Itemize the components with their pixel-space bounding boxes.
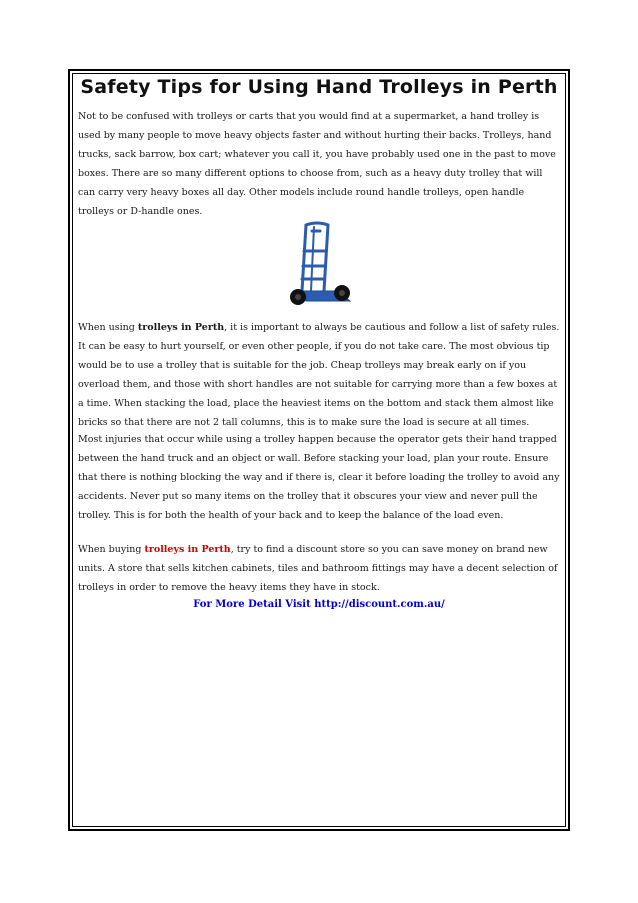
paragraph-intro: Not to be confused with trolleys or carts that you would find at a supermarket, a hand trolley is used by many people to move heavy objects faster and without hurting their backs. Trolleys, hand trucks, sack barrow, box cart; whatever you call it, you have probably used one in the past to move boxes. There are so many different options to choose from, such as a heavy duty trolley that will can carry very heavy boxes all day. Other models include round handle trolleys, open handle trolleys or D-handle ones. (78, 111, 556, 217)
more-detail-line (72, 599, 566, 610)
more-detail-prefix: For More Detail Visit (193, 599, 315, 610)
paragraph-injuries: Most injuries that occur while using a trolley happen because the operator gets their hand trapped between the hand truck and an object or wall. Before stacking your load, plan your route. Ensure that there is nothing blocking the way and if there is, clear it before loading the trolley to avoid any accidents. Never put so many items on the trolley that it obscures your view and never pull the trolley. This is for both the health of your back and to keep the balance of the load even. (78, 434, 560, 521)
text-segment: , try to find a discount store so you can save money on brand new units. A store that sells kitchen cabinets, tiles and bathroom fittings may have a decent selection of trolleys in order to remove the heavy items they have in stock. (78, 544, 558, 593)
hand-trolley-image (278, 221, 360, 311)
text-segment: When using (78, 322, 138, 333)
paragraph-buying (78, 540, 562, 597)
paragraph-safety-rules (78, 318, 562, 432)
text-segment: , it is important to always be cautious and follow a list of safety rules. It can be easy to hurt yourself, or even other people, if you do not take care. The most obvious tip would be to use a trolley that is suitable for the job. Cheap trolleys may break early on if you overload them, and those with short handles are not suitable for carrying more than a few boxes at a time. When stacking the load, place the heaviest items on the bottom and stack them almost like bricks so that there are not 2 tall columns, this is to make sure the load is secure at all times. (78, 322, 560, 428)
page-title: Safety Tips for Using Hand Trolleys in Perth (80, 76, 558, 98)
keyword-trolleys-in-perth[interactable]: trolleys in Perth (137, 322, 225, 333)
more-detail-url-link[interactable]: http://discount.com.au/ (314, 599, 445, 610)
link-trolleys-in-perth[interactable]: trolleys in Perth (144, 544, 231, 555)
text-segment: When buying (78, 544, 145, 555)
